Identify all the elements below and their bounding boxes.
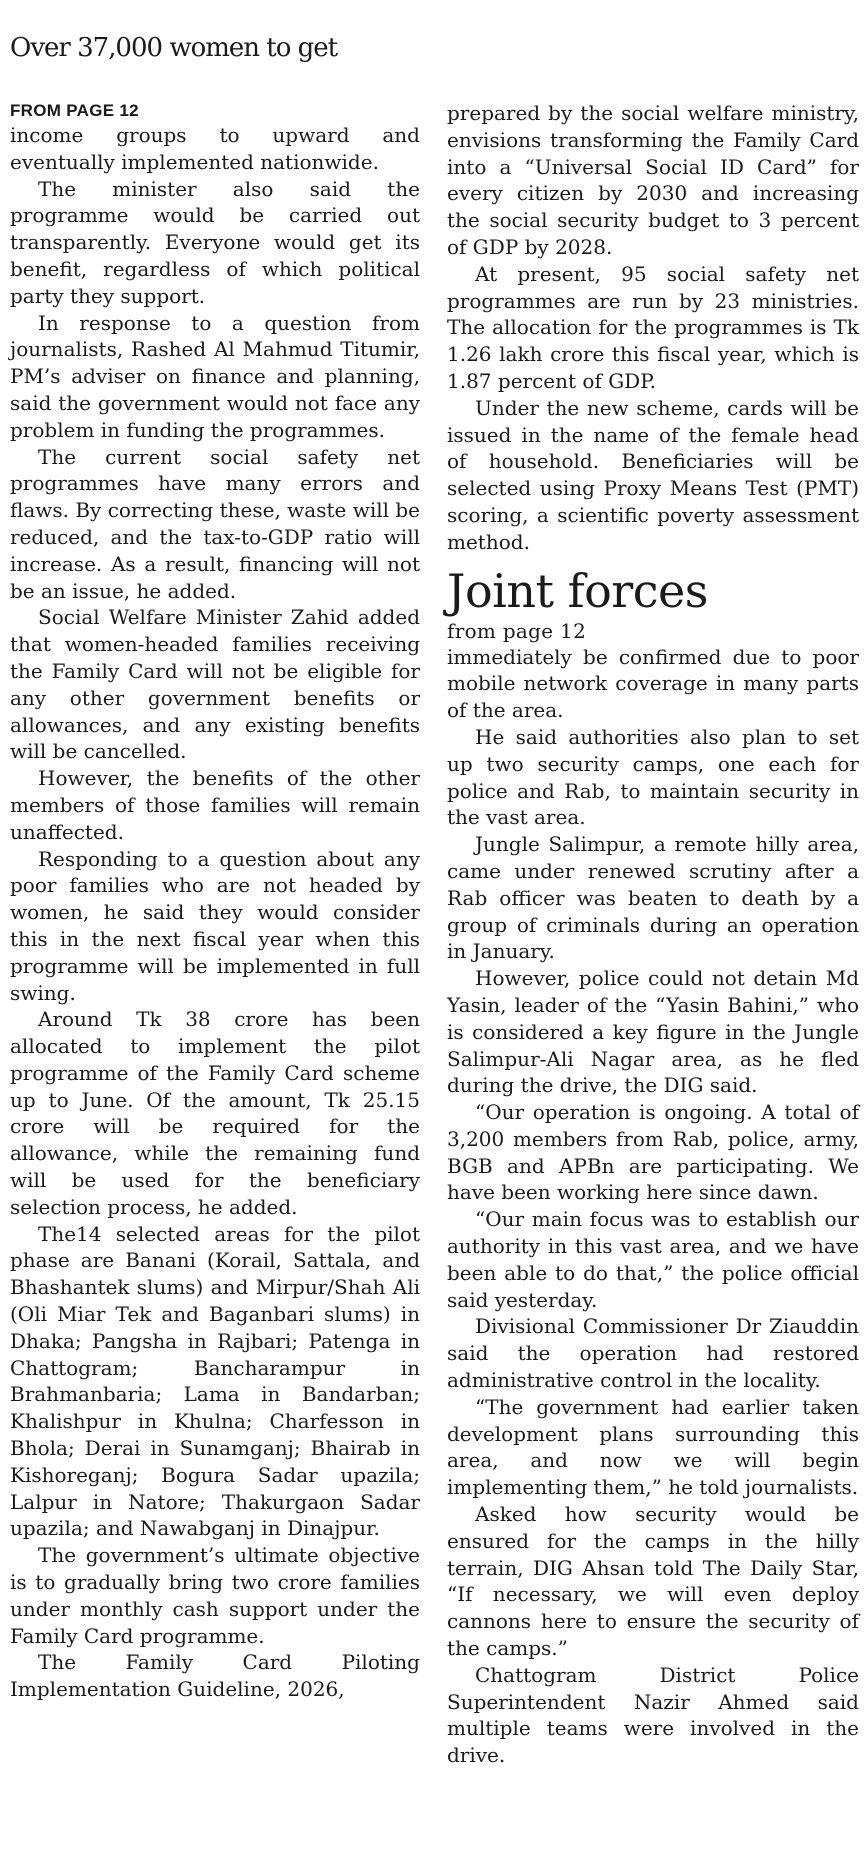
article-paragraph: Jungle Salimpur, a remote hilly area, came under renewed scrutiny after a Rab officer was beaten to death by a group of criminals during an operation in January. bbox=[447, 832, 859, 964]
article-paragraph: prepared by the social welfare ministry, envisions transforming the Family Card into a “Universal Social ID Card” for every citizen by 2030 and increasing the social security budget to 3 percent of GDP by 2028. bbox=[447, 101, 859, 259]
right-column bbox=[447, 100, 859, 1769]
article-paragraph: In response to a question from journalists, Rashed Al Mahmud Titumir, PM’s adviser on finance and planning, said the government would not face any problem in funding the programmes. bbox=[10, 310, 420, 442]
left-column bbox=[10, 100, 420, 1703]
article-paragraph: At present, 95 social safety net programmes are run by 23 ministries. The allocation for the programmes is Tk 1.26 lakh crore this fiscal year, which is 1.87 percent of GDP. bbox=[447, 261, 859, 393]
article-headline: Over 37,000 women to get bbox=[10, 33, 338, 63]
second-article-headline: Joint forces bbox=[447, 563, 708, 618]
article-paragraph: The minister also said the programme would be carried out transparently. Everyone would get its benefit, regardless of which political party they support. bbox=[10, 176, 420, 308]
article-paragraph: “Our main focus was to establish our authority in this vast area, and we have been able to do that,” the police official said yesterday. bbox=[447, 1207, 859, 1312]
article-paragraph: The Family Card Piloting Implementation Guideline, 2026, bbox=[10, 1650, 420, 1702]
article-paragraph: Social Welfare Minister Zahid added that women-headed families receiving the Family Card will not be eligible for any other government benefits or allowances, and any existing benefits will be cancelled. bbox=[10, 605, 420, 764]
article-paragraph: The government’s ultimate objective is to gradually bring two crore families under monthly cash support under the Family Card programme. bbox=[10, 1543, 420, 1648]
article-paragraph: “Our operation is ongoing. A total of 3,200 members from Rab, police, army, BGB and APBn are participating. We have been working here since dawn. bbox=[447, 1100, 859, 1205]
jump-line: FROM PAGE 12 bbox=[10, 101, 139, 120]
article-paragraph: The14 selected areas for the pilot phase are Banani (Korail, Sattala, and Bhashantek slums) and Mirpur/Shah Ali (Oli Miar Tek and Baganbari slums) in Dhaka; Pangsha in Rajbari; Patenga in Chattogram; Bancharampur in Brahmanbaria; Lama in Bandarban; Khalishpur in Khulna; Charfesson in Bhola; Derai in Sunamganj; Bhairab in Kishoreganj; Bogura Sadar upazila; Lalpur in Natore; Thakurgaon Sadar upazila; and Nawabganj in Dinajpur. bbox=[10, 1221, 420, 1541]
article-paragraph: However, police could not detain Md Yasin, leader of the “Yasin Bahini,” who is considered a key figure in the Jungle Salimpur-Ali Nagar area, as he fled during the drive, the DIG said. bbox=[447, 966, 859, 1098]
article-paragraph: Under the new scheme, cards will be issued in the name of the female head of household. Beneficiaries will be selected using Proxy Means Test (PMT) scoring, a scientific poverty assessment method. bbox=[447, 395, 859, 554]
article-paragraph: immediately be confirmed due to poor mobile network coverage in many parts of the area. bbox=[447, 644, 859, 723]
article-paragraph: Divisional Commissioner Dr Ziauddin said the operation had restored administrative control in the locality. bbox=[447, 1314, 859, 1393]
article-paragraph: Responding to a question about any poor families who are not headed by women, he said they would consider this in the next fiscal year when this programme will be implemented in full swing. bbox=[10, 846, 420, 1005]
article-paragraph: Asked how security would be ensured for the camps in the hilly terrain, DIG Ahsan told The Daily Star, “If necessary, we will even deploy cannons here to ensure the security of the camps.” bbox=[447, 1502, 859, 1661]
article-paragraph: Around Tk 38 crore has been allocated to implement the pilot programme of the Family Card scheme up to June. Of the amount, Tk 25.15 crore will be required for the allowance, while the remaining fund will be used for the beneficiary selection process, he added. bbox=[10, 1007, 420, 1219]
article-paragraph: Chattogram District Police Superintendent Nazir Ahmed said multiple teams were involved in the drive. bbox=[447, 1662, 859, 1768]
article-paragraph: The current social safety net programmes have many errors and flaws. By correcting these, waste will be reduced, and the tax-to-GDP ratio will increase. As a result, financing will not be an issue, he added. bbox=[10, 444, 420, 603]
article-paragraph: “The government had earlier taken development plans surrounding this area, and now we will begin implementing them,” he told journalists. bbox=[447, 1394, 859, 1500]
article-paragraph: income groups to upward and eventually implemented nationwide. bbox=[10, 123, 420, 174]
article-paragraph: He said authorities also plan to set up two security camps, one each for police and Rab, to maintain security in the vast area. bbox=[447, 724, 859, 830]
article-paragraph: However, the benefits of the other members of those families will remain unaffected. bbox=[10, 766, 420, 844]
jump-line: from page 12 bbox=[447, 618, 587, 643]
